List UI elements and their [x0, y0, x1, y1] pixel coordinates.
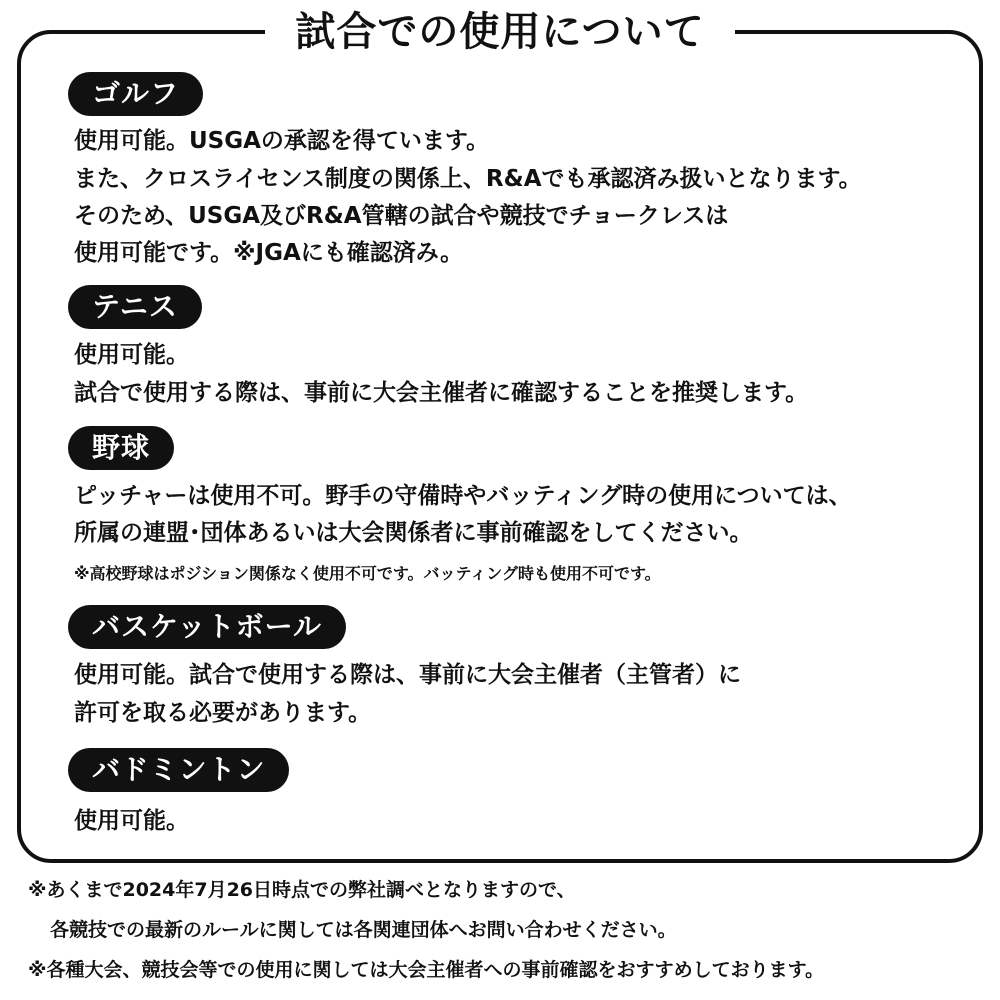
- footnote-2: 各競技での最新のルールに関しては各関連団体へお問い合わせください。: [50, 919, 677, 941]
- baseball-note: ※高校野球はポジション関係なく使用不可です。バッティング時も使用不可です。: [74, 564, 661, 583]
- tennis-text-line: 試合で使用する際は、事前に大会主催者に確認することを推奨します。: [74, 380, 809, 406]
- basketball-text-line: 使用可能。試合で使用する際は、事前に大会主催者（主管者）に: [74, 662, 741, 688]
- baseball-text-line: 所属の連盟･団体あるいは大会関係者に事前確認をしてください。: [74, 520, 753, 546]
- page-title: 試合での使用について: [265, 4, 734, 60]
- section-heading-tennis: テニス: [68, 285, 202, 329]
- tennis-text-line: 使用可能。: [74, 342, 189, 368]
- basketball-text-line: 許可を取る必要があります。: [74, 700, 372, 726]
- golf-text-line: そのため、USGA及びR&A管轄の試合や競技でチョークレスは: [74, 203, 729, 229]
- section-heading-badminton: バドミントン: [68, 748, 289, 792]
- golf-text-line: 使用可能。USGAの承認を得ています。: [74, 128, 490, 154]
- footnote-3: ※各種大会、競技会等での使用に関しては大会主催者への事前確認をおすすめしております。: [28, 959, 825, 981]
- baseball-text-line: ピッチャーは使用不可。野手の守備時やバッティング時の使用については、: [74, 483, 852, 509]
- section-heading-golf: ゴルフ: [68, 72, 203, 116]
- section-heading-basketball: バスケットボール: [68, 605, 346, 649]
- title-wrapper: [0, 4, 1000, 60]
- footnote-1: ※あくまで2024年7月26日時点での弊社調べとなりますので、: [28, 879, 576, 901]
- section-heading-baseball: 野球: [68, 426, 174, 470]
- golf-text-line: また、クロスライセンス制度の関係上、R&Aでも承認済み扱いとなります。: [74, 166, 862, 192]
- golf-text-line: 使用可能です。※JGAにも確認済み。: [74, 240, 464, 266]
- badminton-text-line: 使用可能。: [74, 808, 189, 834]
